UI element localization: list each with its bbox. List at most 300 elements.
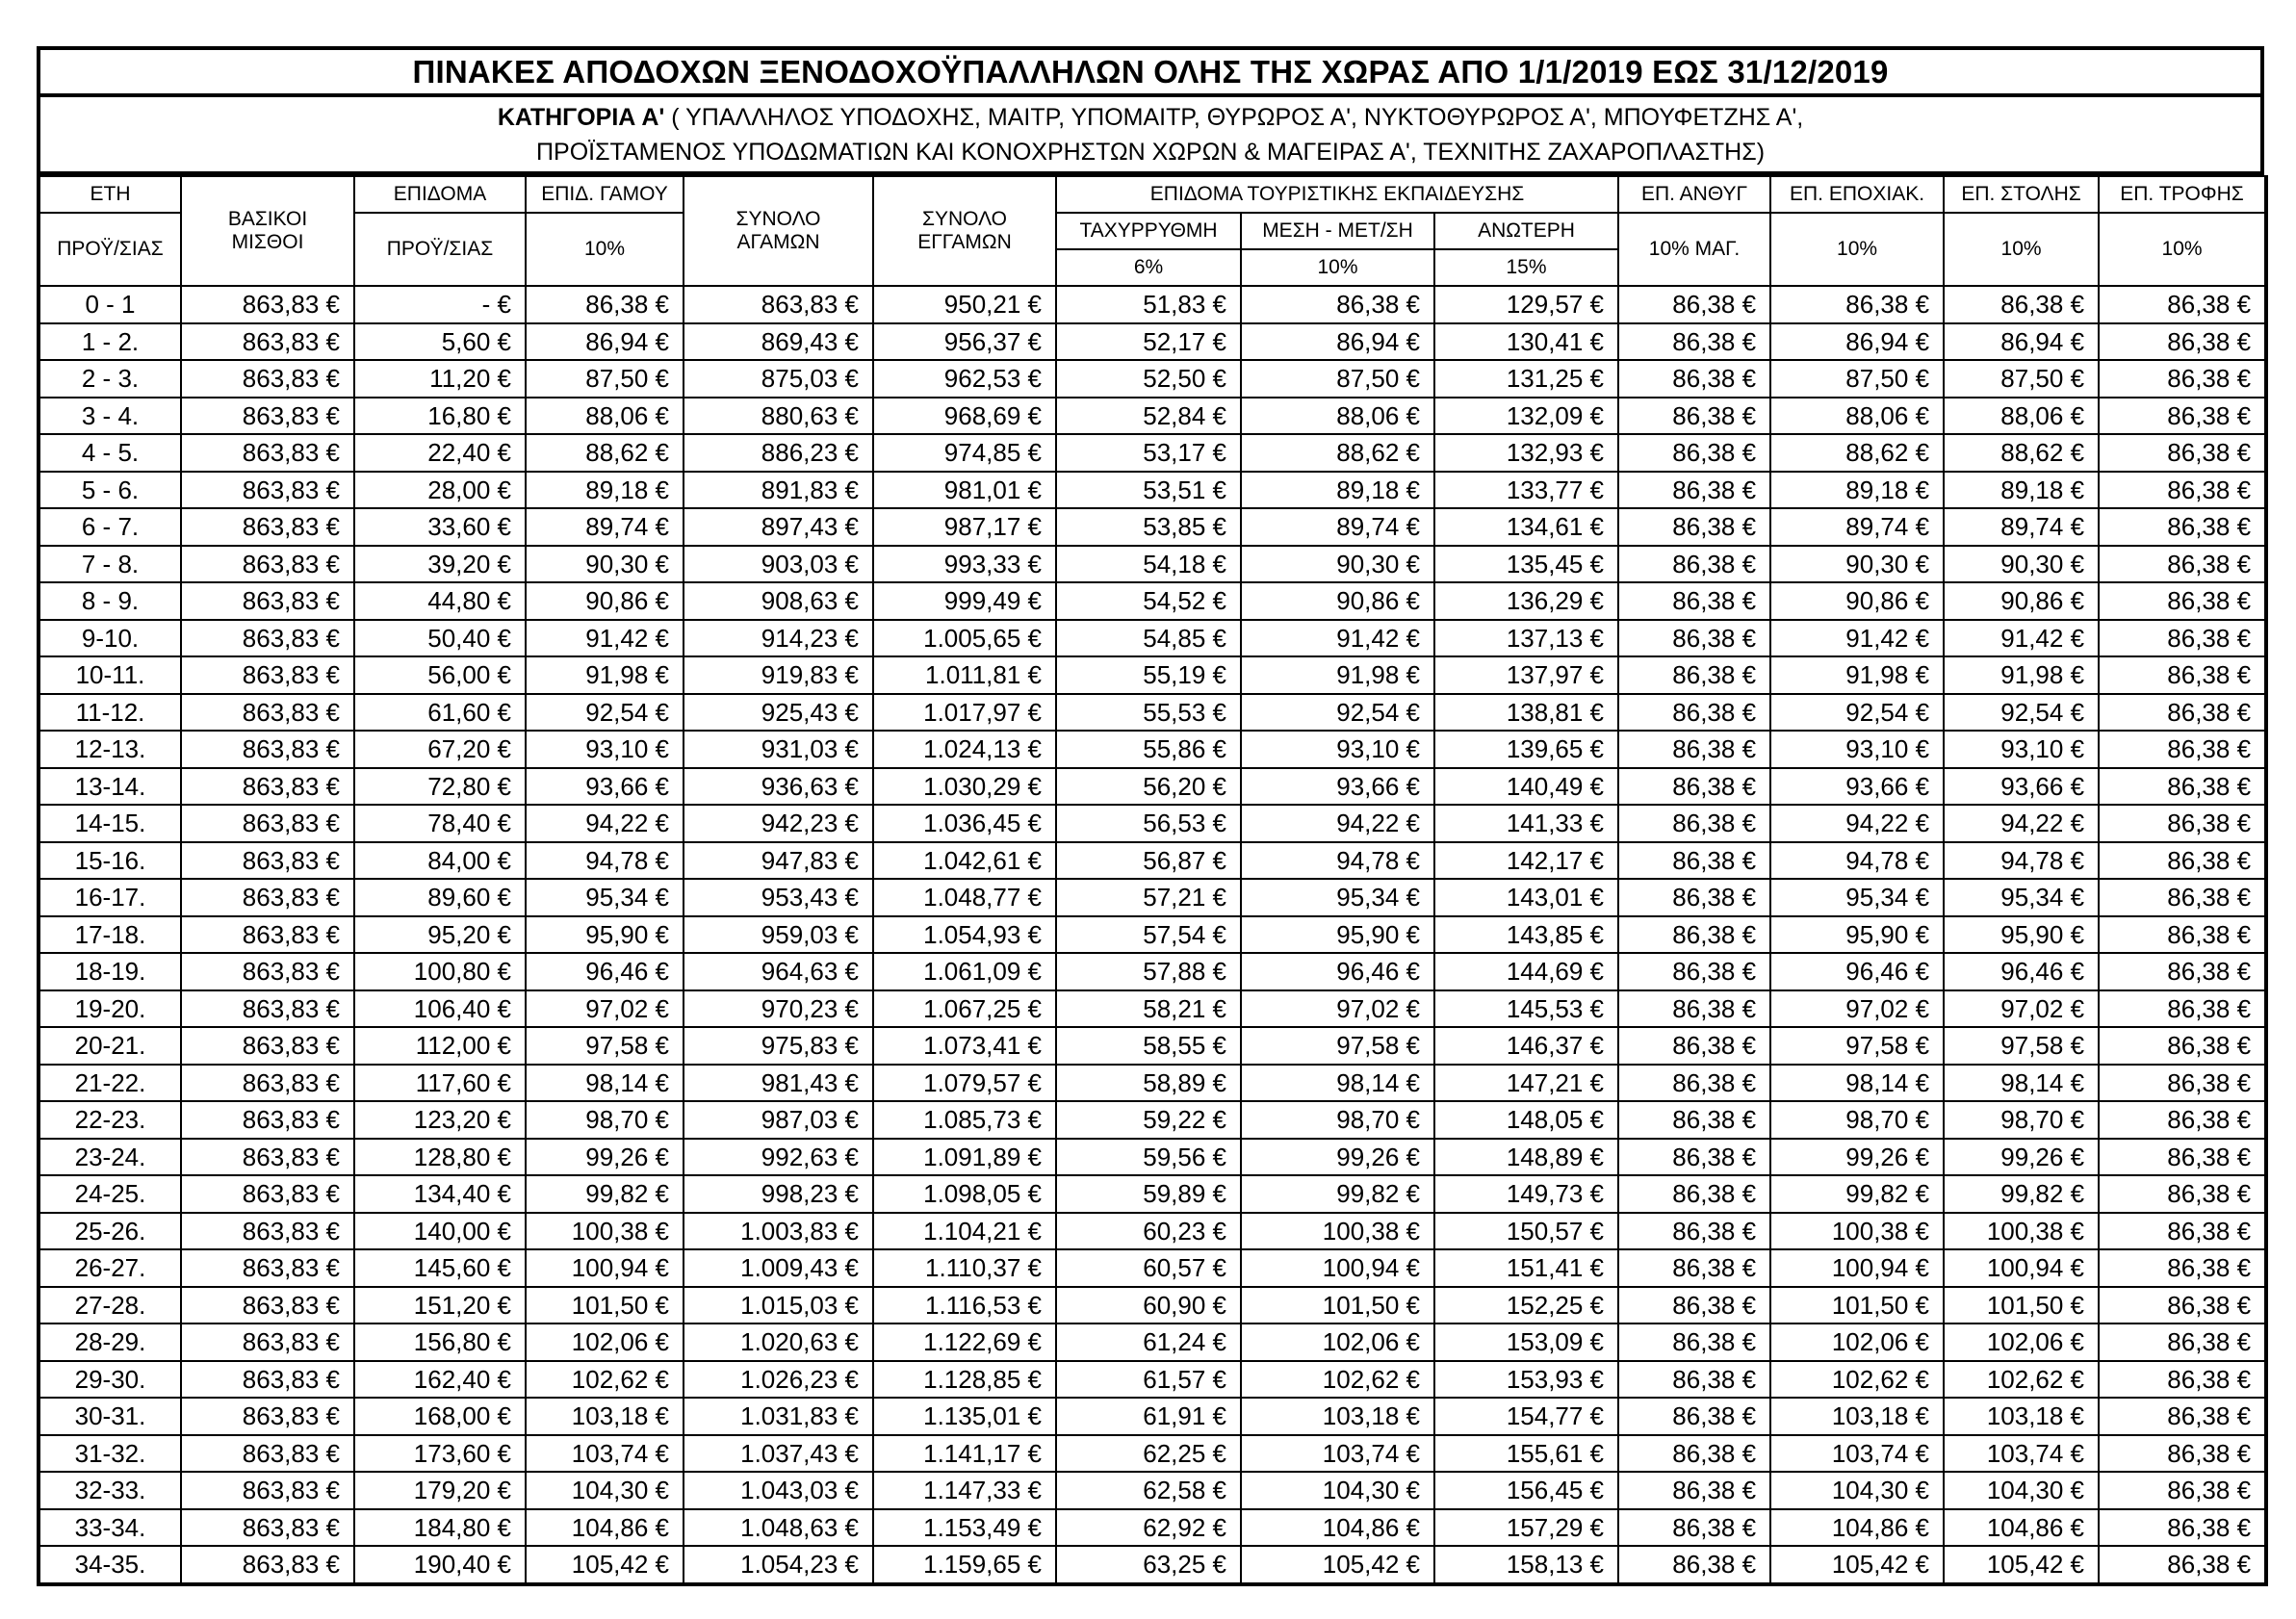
cell-basic-salary: 863,83 €	[181, 805, 354, 842]
cell-years: 1 - 2.	[39, 323, 181, 361]
cell-seniority-allowance: 100,80 €	[354, 953, 526, 990]
cell-uniform-allowance: 88,06 €	[1944, 398, 2099, 435]
cell-marriage-allowance: 105,42 €	[526, 1546, 684, 1584]
cell-basic-salary: 863,83 €	[181, 1065, 354, 1102]
cell-years: 12-13.	[39, 731, 181, 768]
cell-tourism-high: 151,41 €	[1434, 1249, 1618, 1287]
cell-food-allowance: 86,38 €	[2099, 1361, 2266, 1399]
cell-years: 10-11.	[39, 656, 181, 694]
cell-tourism-fast: 59,89 €	[1056, 1175, 1241, 1213]
header-mid: ΜΕΣΗ - ΜΕΤ/ΣΗ	[1241, 213, 1434, 249]
cell-tourism-high: 154,77 €	[1434, 1398, 1618, 1435]
category-description	[37, 93, 2264, 175]
cell-years: 11-12.	[39, 694, 181, 732]
cell-total-unmarried: 975,83 €	[684, 1027, 873, 1065]
cell-total-married: 1.042,61 €	[873, 842, 1056, 880]
cell-flower-allowance: 86,38 €	[1618, 1175, 1770, 1213]
cell-marriage-allowance: 88,06 €	[526, 398, 684, 435]
cell-uniform-allowance: 104,30 €	[1944, 1472, 2099, 1509]
cell-total-married: 1.048,77 €	[873, 879, 1056, 916]
cell-basic-salary: 863,83 €	[181, 1139, 354, 1176]
cell-total-unmarried: 1.015,03 €	[684, 1287, 873, 1324]
cell-seniority-allowance: 140,00 €	[354, 1213, 526, 1250]
cell-seniority-allowance: 50,40 €	[354, 620, 526, 657]
cell-seniority-allowance: 89,60 €	[354, 879, 526, 916]
cell-tourism-high: 149,73 €	[1434, 1175, 1618, 1213]
cell-total-married: 1.011,81 €	[873, 656, 1056, 694]
cell-uniform-allowance: 102,06 €	[1944, 1323, 2099, 1361]
cell-basic-salary: 863,83 €	[181, 953, 354, 990]
cell-tourism-fast: 60,90 €	[1056, 1287, 1241, 1324]
cell-marriage-allowance: 91,42 €	[526, 620, 684, 657]
cell-food-allowance: 86,38 €	[2099, 1249, 2266, 1287]
cell-flower-allowance: 86,38 €	[1618, 1213, 1770, 1250]
cell-marriage-allowance: 89,74 €	[526, 508, 684, 546]
cell-seasonal-allowance: 101,50 €	[1770, 1287, 1944, 1324]
cell-total-unmarried: 1.009,43 €	[684, 1249, 873, 1287]
cell-marriage-allowance: 99,82 €	[526, 1175, 684, 1213]
cell-total-unmarried: 1.037,43 €	[684, 1435, 873, 1473]
cell-years: 5 - 6.	[39, 472, 181, 509]
cell-flower-allowance: 86,38 €	[1618, 916, 1770, 954]
cell-tourism-mid: 98,70 €	[1241, 1101, 1434, 1139]
header-basic-2: ΜΙΣΘΟΙ	[231, 231, 304, 253]
cell-seniority-allowance: 173,60 €	[354, 1435, 526, 1473]
cell-flower-allowance: 86,38 €	[1618, 508, 1770, 546]
cell-flower-allowance: 86,38 €	[1618, 286, 1770, 323]
cell-total-married: 1.005,65 €	[873, 620, 1056, 657]
cell-total-married: 1.122,69 €	[873, 1323, 1056, 1361]
cell-uniform-allowance: 89,74 €	[1944, 508, 2099, 546]
cell-total-unmarried: 1.043,03 €	[684, 1472, 873, 1509]
cell-flower-allowance: 86,38 €	[1618, 805, 1770, 842]
cell-uniform-allowance: 101,50 €	[1944, 1287, 2099, 1324]
cell-seasonal-allowance: 88,62 €	[1770, 434, 1944, 472]
cell-seniority-allowance: 106,40 €	[354, 990, 526, 1028]
cell-basic-salary: 863,83 €	[181, 879, 354, 916]
cell-food-allowance: 86,38 €	[2099, 1472, 2266, 1509]
table-row	[39, 508, 2266, 546]
cell-food-allowance: 86,38 €	[2099, 286, 2266, 323]
cell-seasonal-allowance: 95,90 €	[1770, 916, 1944, 954]
cell-flower-allowance: 86,38 €	[1618, 1249, 1770, 1287]
cell-flower-allowance: 86,38 €	[1618, 546, 1770, 583]
table-row	[39, 546, 2266, 583]
cell-uniform-allowance: 100,94 €	[1944, 1249, 2099, 1287]
cell-total-married: 987,17 €	[873, 508, 1056, 546]
cell-basic-salary: 863,83 €	[181, 768, 354, 806]
table-row	[39, 1213, 2266, 1250]
cell-food-allowance: 86,38 €	[2099, 1398, 2266, 1435]
cell-flower-allowance: 86,38 €	[1618, 1546, 1770, 1584]
cell-food-allowance: 86,38 €	[2099, 1435, 2266, 1473]
cell-basic-salary: 863,83 €	[181, 1027, 354, 1065]
cell-flower-allowance: 86,38 €	[1618, 990, 1770, 1028]
cell-food-allowance: 86,38 €	[2099, 1101, 2266, 1139]
cell-flower-allowance: 86,38 €	[1618, 731, 1770, 768]
cell-years: 22-23.	[39, 1101, 181, 1139]
cell-seniority-allowance: 184,80 €	[354, 1509, 526, 1547]
cell-flower-allowance: 86,38 €	[1618, 656, 1770, 694]
cell-food-allowance: 86,38 €	[2099, 1546, 2266, 1584]
cell-total-unmarried: 875,03 €	[684, 360, 873, 398]
cell-total-married: 1.147,33 €	[873, 1472, 1056, 1509]
cell-total-married: 1.067,25 €	[873, 990, 1056, 1028]
cell-tourism-fast: 61,24 €	[1056, 1323, 1241, 1361]
cell-tourism-high: 150,57 €	[1434, 1213, 1618, 1250]
cell-tourism-mid: 96,46 €	[1241, 953, 1434, 990]
cell-tourism-mid: 89,18 €	[1241, 472, 1434, 509]
cell-tourism-high: 148,05 €	[1434, 1101, 1618, 1139]
cell-total-married: 1.085,73 €	[873, 1101, 1056, 1139]
cell-uniform-allowance: 88,62 €	[1944, 434, 2099, 472]
table-row	[39, 1435, 2266, 1473]
cell-basic-salary: 863,83 €	[181, 694, 354, 732]
cell-basic-salary: 863,83 €	[181, 546, 354, 583]
cell-total-married: 1.098,05 €	[873, 1175, 1056, 1213]
cell-seniority-allowance: 72,80 €	[354, 768, 526, 806]
cell-total-married: 1.054,93 €	[873, 916, 1056, 954]
salary-sheet	[37, 46, 2264, 1586]
cell-tourism-mid: 100,38 €	[1241, 1213, 1434, 1250]
cell-marriage-allowance: 98,70 €	[526, 1101, 684, 1139]
cell-tourism-fast: 54,18 €	[1056, 546, 1241, 583]
cell-total-married: 956,37 €	[873, 323, 1056, 361]
cell-tourism-mid: 97,02 €	[1241, 990, 1434, 1028]
cell-total-unmarried: 891,83 €	[684, 472, 873, 509]
cell-tourism-high: 134,61 €	[1434, 508, 1618, 546]
cell-total-unmarried: 886,23 €	[684, 434, 873, 472]
cell-seniority-allowance: 16,80 €	[354, 398, 526, 435]
cell-tourism-high: 136,29 €	[1434, 582, 1618, 620]
cell-tourism-high: 137,13 €	[1434, 620, 1618, 657]
cell-tourism-high: 139,65 €	[1434, 731, 1618, 768]
cell-total-married: 1.110,37 €	[873, 1249, 1056, 1287]
cell-total-married: 1.128,85 €	[873, 1361, 1056, 1399]
table-row	[39, 842, 2266, 880]
cell-marriage-allowance: 90,30 €	[526, 546, 684, 583]
cell-seniority-allowance: 145,60 €	[354, 1249, 526, 1287]
cell-tourism-high: 141,33 €	[1434, 805, 1618, 842]
cell-flower-allowance: 86,38 €	[1618, 1435, 1770, 1473]
cell-tourism-fast: 55,86 €	[1056, 731, 1241, 768]
cell-flower-allowance: 86,38 €	[1618, 620, 1770, 657]
cell-seniority-allowance: 28,00 €	[354, 472, 526, 509]
cell-flower-allowance: 86,38 €	[1618, 434, 1770, 472]
cell-marriage-allowance: 98,14 €	[526, 1065, 684, 1102]
cell-seniority-allowance: 39,20 €	[354, 546, 526, 583]
cell-tourism-high: 131,25 €	[1434, 360, 1618, 398]
cell-total-unmarried: 880,63 €	[684, 398, 873, 435]
table-row	[39, 1509, 2266, 1547]
cell-total-unmarried: 931,03 €	[684, 731, 873, 768]
cell-total-married: 1.104,21 €	[873, 1213, 1056, 1250]
category-line-2: ΠΡΟΪΣΤΑΜΕΝΟΣ ΥΠΟΔΩΜΑΤΙΩΝ ΚΑΙ ΚΟΝΟΧΡΗΣΤΩΝ ΧΩΡΩΝ & ΜΑΓΕΙΡΑΣ Α', ΤΕΧΝΙΤΗΣ ΖΑΧΑΡΟΠΛΑΣΤΗΣ)	[535, 138, 1766, 166]
cell-marriage-allowance: 86,38 €	[526, 286, 684, 323]
cell-food-allowance: 86,38 €	[2099, 842, 2266, 880]
cell-basic-salary: 863,83 €	[181, 1213, 354, 1250]
table-row	[39, 1027, 2266, 1065]
cell-total-unmarried: 936,63 €	[684, 768, 873, 806]
cell-tourism-fast: 54,52 €	[1056, 582, 1241, 620]
cell-flower-allowance: 86,38 €	[1618, 398, 1770, 435]
cell-flower-allowance: 86,38 €	[1618, 1101, 1770, 1139]
cell-seasonal-allowance: 86,94 €	[1770, 323, 1944, 361]
cell-seasonal-allowance: 86,38 €	[1770, 286, 1944, 323]
cell-years: 16-17.	[39, 879, 181, 916]
cell-tourism-high: 153,09 €	[1434, 1323, 1618, 1361]
header-season-bottom: 10%	[1770, 213, 1944, 286]
cell-tourism-mid: 98,14 €	[1241, 1065, 1434, 1102]
header-marriage-top: ΕΠΙΔ. ΓΑΜΟΥ	[526, 176, 684, 213]
header-food-top: ΕΠ. ΤΡΟΦΗΣ	[2099, 176, 2266, 213]
cell-tourism-fast: 59,56 €	[1056, 1139, 1241, 1176]
cell-uniform-allowance: 99,26 €	[1944, 1139, 2099, 1176]
cell-basic-salary: 863,83 €	[181, 360, 354, 398]
cell-tourism-fast: 61,57 €	[1056, 1361, 1241, 1399]
cell-years: 15-16.	[39, 842, 181, 880]
cell-tourism-fast: 53,85 €	[1056, 508, 1241, 546]
cell-basic-salary: 863,83 €	[181, 1287, 354, 1324]
cell-tourism-fast: 58,55 €	[1056, 1027, 1241, 1065]
table-row	[39, 286, 2266, 323]
cell-years: 3 - 4.	[39, 398, 181, 435]
cell-tourism-mid: 89,74 €	[1241, 508, 1434, 546]
cell-uniform-allowance: 95,90 €	[1944, 916, 2099, 954]
cell-total-unmarried: 947,83 €	[684, 842, 873, 880]
cell-seasonal-allowance: 92,54 €	[1770, 694, 1944, 732]
cell-flower-allowance: 86,38 €	[1618, 1065, 1770, 1102]
cell-total-unmarried: 964,63 €	[684, 953, 873, 990]
table-row	[39, 768, 2266, 806]
cell-tourism-mid: 99,82 €	[1241, 1175, 1434, 1213]
table-row	[39, 1323, 2266, 1361]
cell-flower-allowance: 86,38 €	[1618, 1472, 1770, 1509]
header-uniform-top: ΕΠ. ΣΤΟΛΗΣ	[1944, 176, 2099, 213]
cell-seasonal-allowance: 89,74 €	[1770, 508, 1944, 546]
cell-flower-allowance: 86,38 €	[1618, 953, 1770, 990]
header-years-bottom: ΠΡΟΫ/ΣΙΑΣ	[39, 213, 181, 286]
cell-uniform-allowance: 98,70 €	[1944, 1101, 2099, 1139]
cell-tourism-mid: 99,26 €	[1241, 1139, 1434, 1176]
cell-uniform-allowance: 89,18 €	[1944, 472, 2099, 509]
cell-total-married: 1.153,49 €	[873, 1509, 1056, 1547]
cell-tourism-fast: 61,91 €	[1056, 1398, 1241, 1435]
cell-tourism-fast: 53,17 €	[1056, 434, 1241, 472]
cell-seasonal-allowance: 103,74 €	[1770, 1435, 1944, 1473]
cell-food-allowance: 86,38 €	[2099, 1175, 2266, 1213]
cell-total-unmarried: 903,03 €	[684, 546, 873, 583]
cell-flower-allowance: 86,38 €	[1618, 1027, 1770, 1065]
cell-tourism-high: 132,09 €	[1434, 398, 1618, 435]
cell-tourism-mid: 105,42 €	[1241, 1546, 1434, 1584]
category-line-1	[498, 100, 1803, 135]
cell-seasonal-allowance: 100,38 €	[1770, 1213, 1944, 1250]
cell-tourism-fast: 59,22 €	[1056, 1101, 1241, 1139]
cell-basic-salary: 863,83 €	[181, 508, 354, 546]
cell-seniority-allowance: 123,20 €	[354, 1101, 526, 1139]
cell-uniform-allowance: 97,02 €	[1944, 990, 2099, 1028]
cell-flower-allowance: 86,38 €	[1618, 582, 1770, 620]
cell-seniority-allowance: 22,40 €	[354, 434, 526, 472]
cell-tourism-fast: 60,23 €	[1056, 1213, 1241, 1250]
cell-flower-allowance: 86,38 €	[1618, 472, 1770, 509]
cell-seasonal-allowance: 103,18 €	[1770, 1398, 1944, 1435]
cell-basic-salary: 863,83 €	[181, 582, 354, 620]
cell-tourism-fast: 55,53 €	[1056, 694, 1241, 732]
cell-total-married: 968,69 €	[873, 398, 1056, 435]
cell-seasonal-allowance: 94,22 €	[1770, 805, 1944, 842]
cell-seasonal-allowance: 100,94 €	[1770, 1249, 1944, 1287]
cell-food-allowance: 86,38 €	[2099, 472, 2266, 509]
cell-flower-allowance: 86,38 €	[1618, 323, 1770, 361]
cell-marriage-allowance: 94,78 €	[526, 842, 684, 880]
cell-years: 32-33.	[39, 1472, 181, 1509]
cell-tourism-fast: 60,57 €	[1056, 1249, 1241, 1287]
cell-food-allowance: 86,38 €	[2099, 1027, 2266, 1065]
cell-flower-allowance: 86,38 €	[1618, 842, 1770, 880]
cell-tourism-mid: 102,06 €	[1241, 1323, 1434, 1361]
header-tourism-allowance: ΕΠΙΔΟΜΑ ΤΟΥΡΙΣΤΙΚΗΣ ΕΚΠΑΙΔΕΥΣΗΣ	[1056, 176, 1618, 213]
cell-food-allowance: 86,38 €	[2099, 508, 2266, 546]
cell-total-unmarried: 919,83 €	[684, 656, 873, 694]
table-row	[39, 1065, 2266, 1102]
cell-tourism-fast: 58,89 €	[1056, 1065, 1241, 1102]
cell-total-unmarried: 1.003,83 €	[684, 1213, 873, 1250]
cell-total-married: 1.141,17 €	[873, 1435, 1056, 1473]
cell-years: 7 - 8.	[39, 546, 181, 583]
cell-total-married: 1.091,89 €	[873, 1139, 1056, 1176]
cell-uniform-allowance: 86,94 €	[1944, 323, 2099, 361]
cell-total-unmarried: 863,83 €	[684, 286, 873, 323]
cell-total-unmarried: 914,23 €	[684, 620, 873, 657]
cell-seasonal-allowance: 99,26 €	[1770, 1139, 1944, 1176]
cell-basic-salary: 863,83 €	[181, 472, 354, 509]
header-mid-pct: 10%	[1241, 249, 1434, 286]
cell-tourism-fast: 56,53 €	[1056, 805, 1241, 842]
cell-tourism-mid: 95,34 €	[1241, 879, 1434, 916]
cell-flower-allowance: 86,38 €	[1618, 1323, 1770, 1361]
cell-tourism-high: 143,85 €	[1434, 916, 1618, 954]
cell-food-allowance: 86,38 €	[2099, 805, 2266, 842]
header-season-top: ΕΠ. ΕΠΟΧΙΑΚ.	[1770, 176, 1944, 213]
cell-food-allowance: 86,38 €	[2099, 916, 2266, 954]
page-title: ΠΙΝΑΚΕΣ ΑΠΟΔΟΧΩΝ ΞΕΝΟΔΟΧΟΫΠΑΛΛΗΛΩΝ ΟΛΗΣ ΤΗΣ ΧΩΡΑΣ ΑΠΟ 1/1/2019 ΕΩΣ 31/12/2019	[37, 46, 2264, 93]
cell-food-allowance: 86,38 €	[2099, 768, 2266, 806]
cell-food-allowance: 86,38 €	[2099, 434, 2266, 472]
cell-marriage-allowance: 86,94 €	[526, 323, 684, 361]
cell-seniority-allowance: 11,20 €	[354, 360, 526, 398]
cell-tourism-mid: 103,18 €	[1241, 1398, 1434, 1435]
cell-marriage-allowance: 92,54 €	[526, 694, 684, 732]
cell-tourism-fast: 62,58 €	[1056, 1472, 1241, 1509]
cell-tourism-mid: 93,66 €	[1241, 768, 1434, 806]
cell-tourism-fast: 52,17 €	[1056, 323, 1241, 361]
cell-seasonal-allowance: 105,42 €	[1770, 1546, 1944, 1584]
cell-tourism-high: 144,69 €	[1434, 953, 1618, 990]
cell-years: 21-22.	[39, 1065, 181, 1102]
cell-seasonal-allowance: 89,18 €	[1770, 472, 1944, 509]
cell-seniority-allowance: 112,00 €	[354, 1027, 526, 1065]
cell-marriage-allowance: 90,86 €	[526, 582, 684, 620]
cell-tourism-high: 145,53 €	[1434, 990, 1618, 1028]
cell-tourism-fast: 57,88 €	[1056, 953, 1241, 990]
category-text-1: ( ΥΠΑΛΛΗΛΟΣ ΥΠΟΔΟΧΗΣ, ΜΑΙΤΡ, ΥΠΟΜΑΙΤΡ, ΘΥΡΩΡΟΣ Α', ΝΥΚΤΟΘΥΡΩΡΟΣ Α', ΜΠΟΥΦΕΤΖΗΣ Α',	[664, 103, 1804, 131]
table-row	[39, 694, 2266, 732]
cell-flower-allowance: 86,38 €	[1618, 1398, 1770, 1435]
cell-uniform-allowance: 93,66 €	[1944, 768, 2099, 806]
cell-total-unmarried: 1.020,63 €	[684, 1323, 873, 1361]
cell-uniform-allowance: 94,22 €	[1944, 805, 2099, 842]
cell-seasonal-allowance: 94,78 €	[1770, 842, 1944, 880]
cell-food-allowance: 86,38 €	[2099, 694, 2266, 732]
cell-total-unmarried: 925,43 €	[684, 694, 873, 732]
cell-uniform-allowance: 105,42 €	[1944, 1546, 2099, 1584]
table-row	[39, 434, 2266, 472]
cell-tourism-high: 157,29 €	[1434, 1509, 1618, 1547]
cell-basic-salary: 863,83 €	[181, 842, 354, 880]
cell-tourism-high: 158,13 €	[1434, 1546, 1618, 1584]
cell-uniform-allowance: 103,74 €	[1944, 1435, 2099, 1473]
header-married-2: ΕΓΓΑΜΩΝ	[917, 231, 1012, 253]
cell-tourism-mid: 90,86 €	[1241, 582, 1434, 620]
cell-total-unmarried: 1.031,83 €	[684, 1398, 873, 1435]
cell-total-married: 1.116,53 €	[873, 1287, 1056, 1324]
cell-tourism-high: 135,45 €	[1434, 546, 1618, 583]
cell-tourism-mid: 90,30 €	[1241, 546, 1434, 583]
cell-food-allowance: 86,38 €	[2099, 1065, 2266, 1102]
cell-seasonal-allowance: 98,70 €	[1770, 1101, 1944, 1139]
cell-total-unmarried: 942,23 €	[684, 805, 873, 842]
cell-years: 13-14.	[39, 768, 181, 806]
cell-total-married: 1.135,01 €	[873, 1398, 1056, 1435]
cell-years: 6 - 7.	[39, 508, 181, 546]
cell-food-allowance: 86,38 €	[2099, 731, 2266, 768]
cell-marriage-allowance: 93,66 €	[526, 768, 684, 806]
cell-tourism-mid: 104,86 €	[1241, 1509, 1434, 1547]
cell-basic-salary: 863,83 €	[181, 1175, 354, 1213]
cell-tourism-high: 142,17 €	[1434, 842, 1618, 880]
table-row	[39, 582, 2266, 620]
cell-marriage-allowance: 99,26 €	[526, 1139, 684, 1176]
header-allowance-top: ΕΠΙΔΟΜΑ	[354, 176, 526, 213]
cell-uniform-allowance: 96,46 €	[1944, 953, 2099, 990]
cell-tourism-high: 140,49 €	[1434, 768, 1618, 806]
cell-seniority-allowance: 134,40 €	[354, 1175, 526, 1213]
cell-food-allowance: 86,38 €	[2099, 656, 2266, 694]
cell-basic-salary: 863,83 €	[181, 731, 354, 768]
table-row	[39, 916, 2266, 954]
cell-marriage-allowance: 103,74 €	[526, 1435, 684, 1473]
cell-tourism-fast: 57,21 €	[1056, 879, 1241, 916]
cell-seasonal-allowance: 88,06 €	[1770, 398, 1944, 435]
cell-years: 0 - 1	[39, 286, 181, 323]
cell-tourism-fast: 52,50 €	[1056, 360, 1241, 398]
cell-tourism-mid: 93,10 €	[1241, 731, 1434, 768]
cell-total-married: 1.030,29 €	[873, 768, 1056, 806]
cell-seniority-allowance: 78,40 €	[354, 805, 526, 842]
cell-food-allowance: 86,38 €	[2099, 620, 2266, 657]
cell-tourism-high: 153,93 €	[1434, 1361, 1618, 1399]
cell-total-unmarried: 987,03 €	[684, 1101, 873, 1139]
cell-marriage-allowance: 104,30 €	[526, 1472, 684, 1509]
category-label: ΚΑΤΗΓΟΡΙΑ Α'	[497, 103, 665, 131]
cell-marriage-allowance: 96,46 €	[526, 953, 684, 990]
cell-seasonal-allowance: 91,98 €	[1770, 656, 1944, 694]
cell-seniority-allowance: 151,20 €	[354, 1287, 526, 1324]
cell-marriage-allowance: 95,34 €	[526, 879, 684, 916]
cell-years: 25-26.	[39, 1213, 181, 1250]
